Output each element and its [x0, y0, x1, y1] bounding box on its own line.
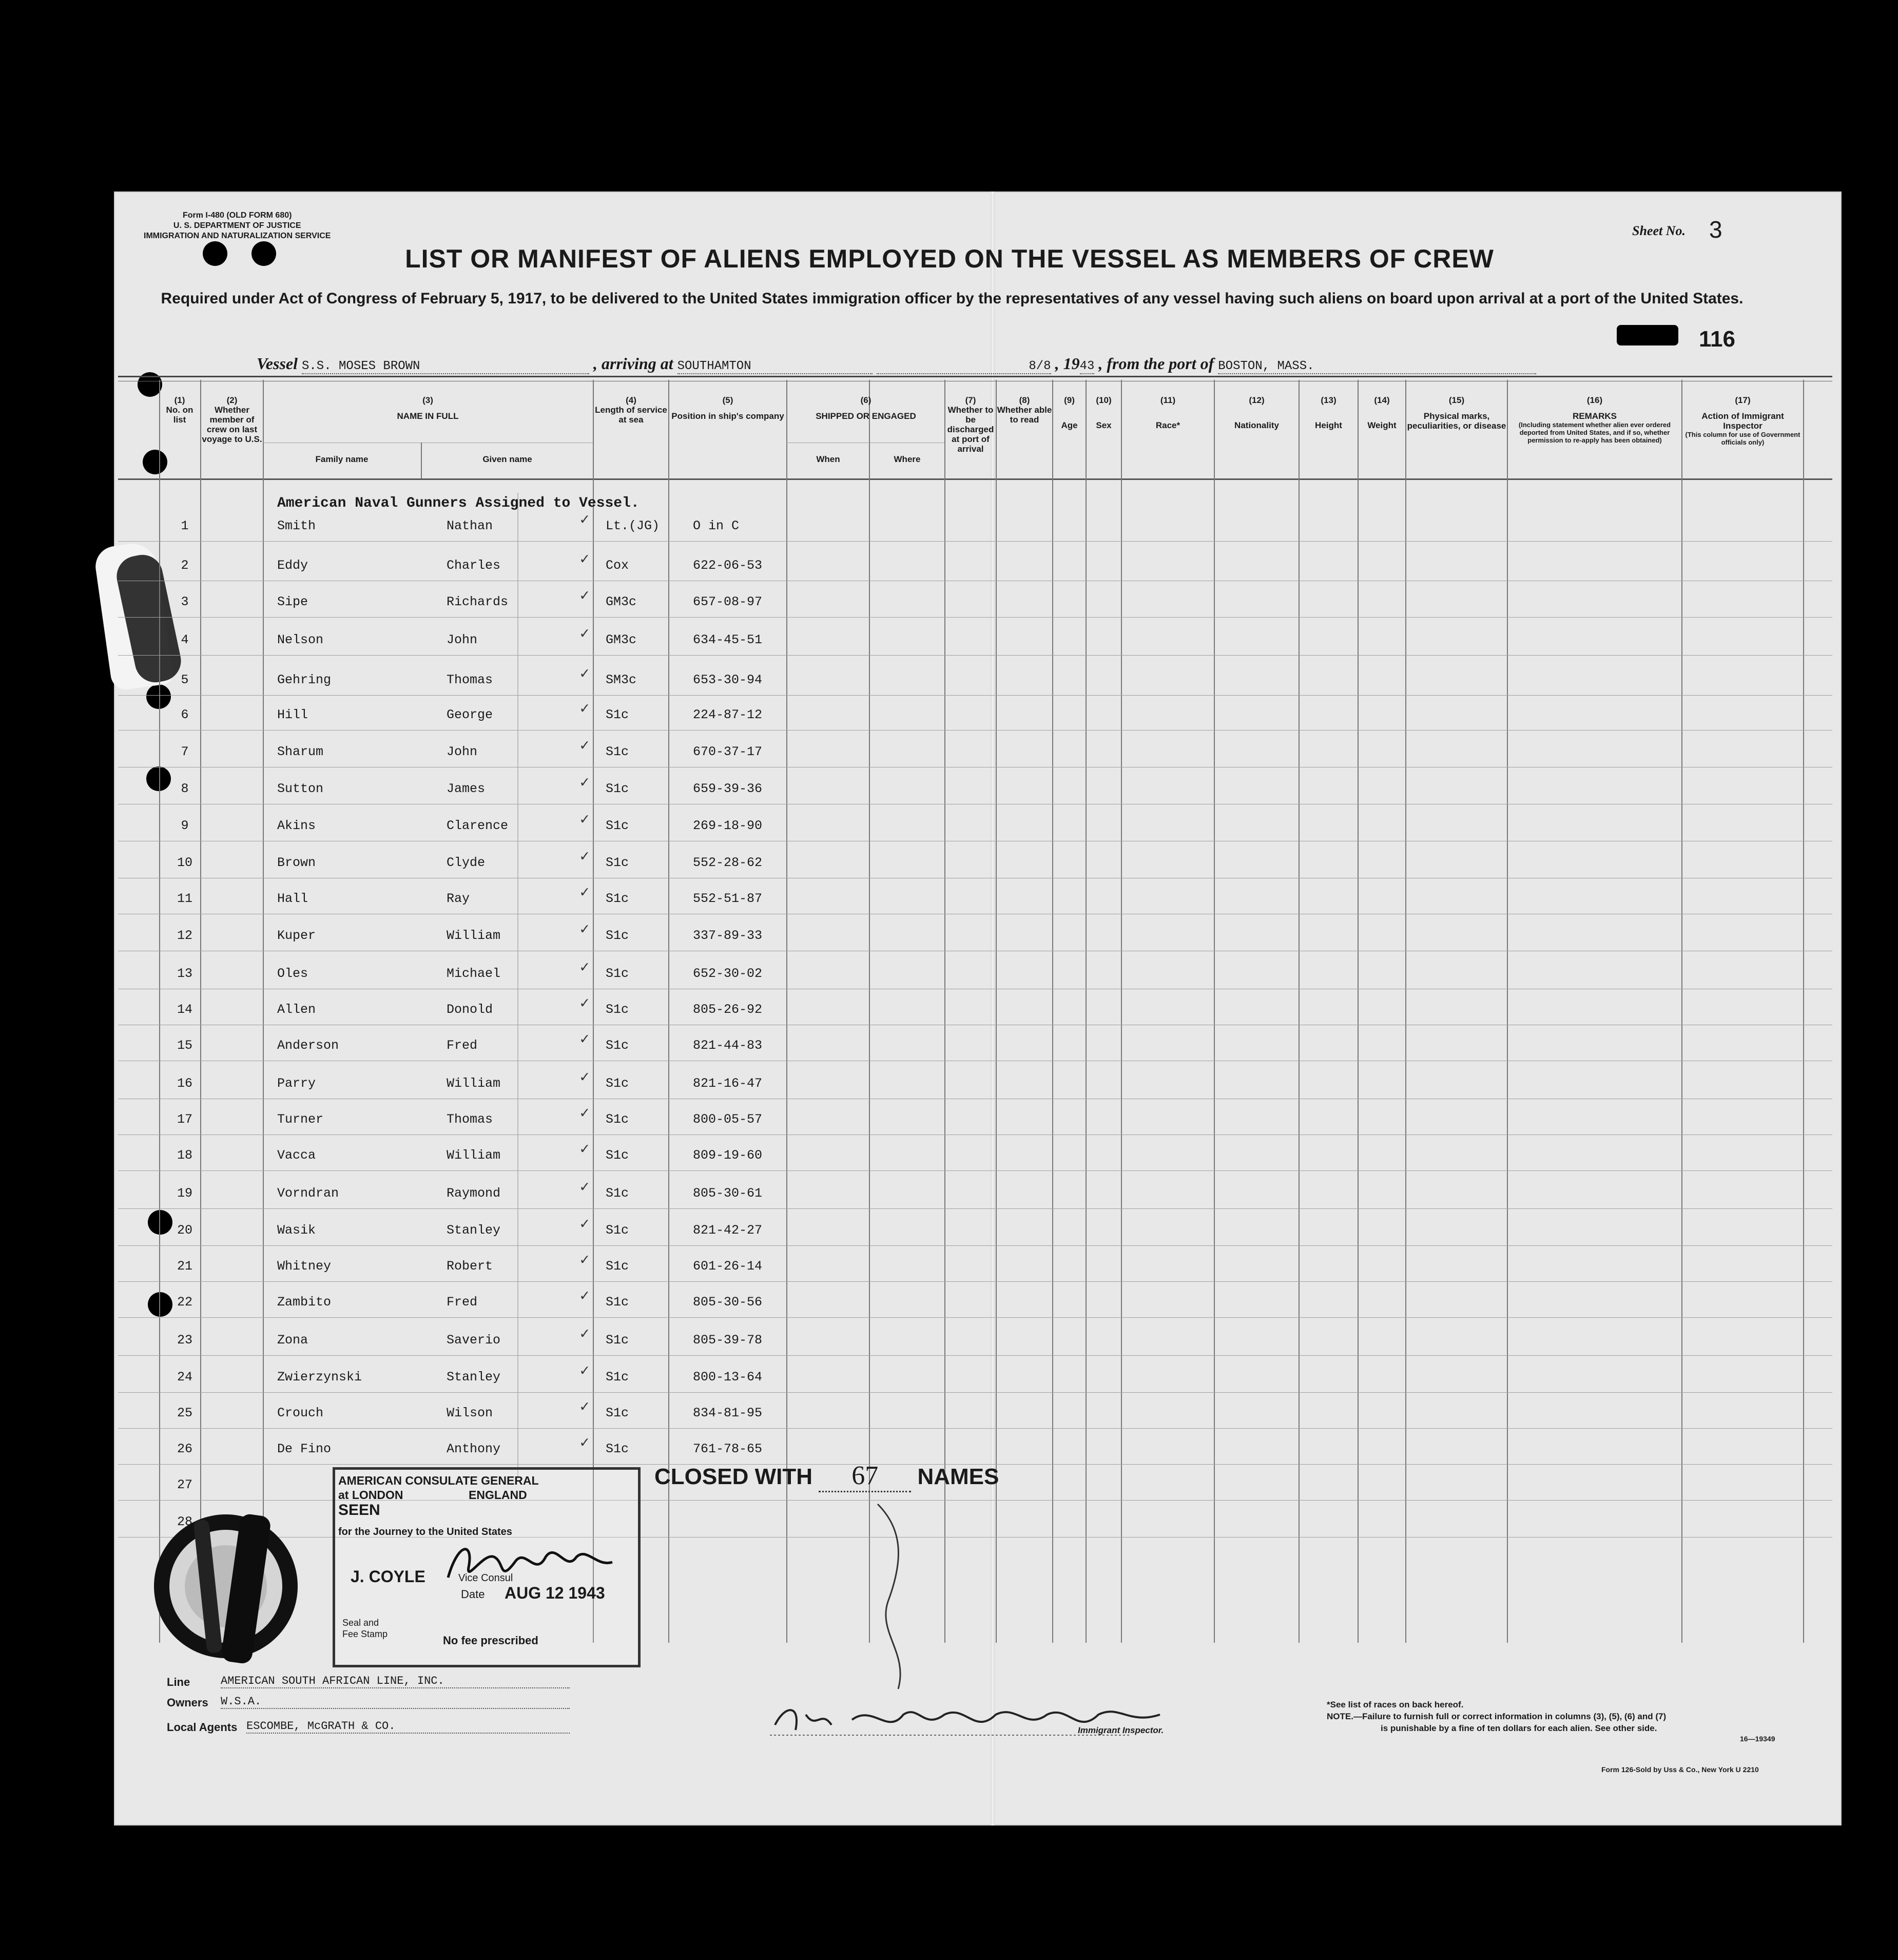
family-name: Smith — [277, 518, 316, 533]
rank: S1c — [606, 1002, 629, 1017]
sheet-number: 3 — [1709, 216, 1722, 243]
service-number: 622-06-53 — [693, 558, 763, 573]
punch-hole — [251, 241, 276, 266]
header-nationality: (12) Nationality — [1234, 395, 1279, 430]
check-mark: ✓ — [580, 959, 590, 977]
arrival-date: 8/8 — [877, 359, 1051, 374]
service-number: 670-37-17 — [693, 744, 763, 759]
row-rule — [118, 1392, 1832, 1393]
row-rule — [118, 655, 1832, 656]
row-number: 10 — [177, 855, 192, 870]
consul-name: J. COYLE — [351, 1567, 425, 1586]
column-divider — [1214, 380, 1215, 1643]
service-number: 821-42-27 — [693, 1223, 763, 1238]
row-number: 9 — [181, 818, 189, 833]
given-name: Fred — [447, 1295, 478, 1310]
consul-signature — [438, 1531, 633, 1593]
row-number: 24 — [177, 1370, 192, 1385]
vessel-name: S.S. MOSES BROWN — [302, 359, 589, 374]
family-name: Brown — [277, 855, 316, 870]
row-rule — [118, 1170, 1832, 1171]
rank: GM3c — [606, 632, 637, 647]
row-rule — [118, 1317, 1832, 1318]
row-rule — [118, 1281, 1832, 1282]
service-number: O in C — [693, 518, 740, 533]
check-mark: ✓ — [580, 1399, 590, 1416]
check-mark: ✓ — [580, 588, 590, 605]
row-rule — [118, 1208, 1832, 1209]
given-name: John — [447, 744, 478, 759]
check-mark: ✓ — [580, 1069, 590, 1087]
column-divider — [263, 380, 264, 1643]
sheet-label: Sheet No. — [1632, 223, 1686, 238]
row-number: 28 — [177, 1514, 192, 1529]
header-name-in-full: (3) NAME IN FULL — [397, 395, 459, 421]
service-number: 809-19-60 — [693, 1148, 763, 1163]
penalty-note: NOTE.—Failure to furnish full or correct information in columns (3), (5), (6) and (7) — [1327, 1712, 1667, 1721]
rank: S1c — [606, 1406, 629, 1420]
header-position: (5) Position in ship's company — [671, 395, 784, 421]
column-divider — [996, 380, 997, 1643]
column-divider — [159, 380, 160, 1643]
header-weight: (14) Weight — [1367, 395, 1397, 430]
given-name: Donold — [447, 1002, 493, 1017]
service-number: 805-39-78 — [693, 1333, 763, 1348]
service-number: 269-18-90 — [693, 818, 763, 833]
departure-port: BOSTON, MASS. — [1218, 359, 1536, 374]
rank: SM3c — [606, 672, 637, 687]
header-able-to-read: (8) Whether able to read — [997, 395, 1052, 425]
consular-seal — [139, 1509, 359, 1663]
row-number: 26 — [177, 1442, 192, 1456]
given-name: George — [447, 707, 493, 722]
row-number: 27 — [177, 1477, 192, 1492]
rank: S1c — [606, 744, 629, 759]
family-name: Allen — [277, 1002, 316, 1017]
column-divider — [1299, 380, 1300, 1643]
row-number: 5 — [181, 672, 189, 687]
header-where: Where — [894, 454, 921, 464]
header-age: (9) Age — [1061, 395, 1078, 430]
rank: S1c — [606, 1148, 629, 1163]
rank: Cox — [606, 558, 629, 573]
service-number: 805-30-56 — [693, 1295, 763, 1310]
inspector-label: Immigrant Inspector. — [1078, 1725, 1164, 1735]
row-number: 22 — [177, 1295, 192, 1310]
given-name: William — [447, 1148, 501, 1163]
column-divider — [786, 380, 787, 1643]
family-name: Turner — [277, 1112, 324, 1127]
check-mark: ✓ — [580, 1141, 590, 1159]
check-mark: ✓ — [580, 775, 590, 792]
given-name: Anthony — [447, 1442, 501, 1456]
row-number: 2 — [181, 558, 189, 573]
header-race: (11) Race* — [1155, 395, 1180, 430]
row-number: 3 — [181, 594, 189, 609]
row-number: 18 — [177, 1148, 192, 1163]
row-rule — [118, 695, 1832, 696]
punch-hole — [143, 450, 167, 474]
check-mark: ✓ — [580, 666, 590, 683]
rank: S1c — [606, 1295, 629, 1310]
family-name: Gehring — [277, 672, 332, 687]
check-mark: ✓ — [580, 551, 590, 569]
row-number: 19 — [177, 1186, 192, 1201]
given-name: Clarence — [447, 818, 509, 833]
rank: S1c — [606, 1076, 629, 1091]
header-inspector-action: (17) Action of Immigrant Inspector (This column for use of Government officials only) — [1685, 395, 1800, 446]
given-name: Charles — [447, 558, 501, 573]
header-remarks: (16) REMARKS (Including statement whether alien ever ordered deported from United States, and if so, whether permission to re-apply has been obtained) — [1518, 395, 1671, 444]
rank: S1c — [606, 1112, 629, 1127]
family-name: Sutton — [277, 781, 324, 796]
row-number: 20 — [177, 1223, 192, 1238]
penalty-note-cont: is punishable by a fine of ten dollars for each alien. See other side. — [1381, 1723, 1657, 1733]
rank: S1c — [606, 1038, 629, 1053]
line-value: AMERICAN SOUTH AFRICAN LINE, INC. — [221, 1675, 570, 1688]
given-name: Robert — [447, 1259, 493, 1274]
family-name: De Fino — [277, 1442, 332, 1456]
row-number: 8 — [181, 781, 189, 796]
rank: S1c — [606, 707, 629, 722]
inspector-signature — [770, 1694, 1170, 1751]
row-rule — [118, 1355, 1832, 1356]
form-code: 16—19349 — [1740, 1735, 1775, 1743]
check-mark: ✓ — [580, 626, 590, 643]
row-number: 11 — [177, 891, 192, 906]
row-number: 15 — [177, 1038, 192, 1053]
header-discharged: (7) Whether to be discharged at port of arrival — [947, 395, 994, 454]
redaction-mark — [1617, 325, 1678, 345]
family-name: Vorndran — [277, 1186, 339, 1201]
race-note: *See list of races on back hereof. — [1327, 1700, 1464, 1709]
service-number: 834-81-95 — [693, 1406, 763, 1420]
column-divider — [1086, 380, 1087, 1643]
rank: S1c — [606, 1370, 629, 1385]
row-number: 25 — [177, 1406, 192, 1420]
rank: S1c — [606, 1259, 629, 1274]
owners-value: W.S.A. — [221, 1695, 570, 1709]
header-no-on-list: (1) No. on list — [166, 395, 193, 425]
family-name: Vacca — [277, 1148, 316, 1163]
row-number: 23 — [177, 1333, 192, 1348]
check-mark: ✓ — [580, 1363, 590, 1380]
check-mark: ✓ — [580, 512, 590, 529]
family-name: Zwierzynski — [277, 1370, 362, 1385]
service-number: 821-16-47 — [693, 1076, 763, 1091]
header-given-name: Given name — [482, 454, 532, 464]
given-name: William — [447, 928, 501, 943]
closed-count: 67 — [819, 1461, 911, 1492]
check-mark: ✓ — [580, 812, 590, 829]
header-length-of-service: (4) Length of service at sea — [595, 395, 667, 425]
header-sex: (10) Sex — [1096, 395, 1112, 430]
rank: S1c — [606, 1223, 629, 1238]
punch-hole — [203, 241, 227, 266]
row-number: 12 — [177, 928, 192, 943]
arrival-port: SOUTHAMTON — [677, 359, 873, 374]
given-name: Ray — [447, 891, 470, 906]
agents-label: Local Agents — [167, 1721, 238, 1734]
column-divider — [1507, 380, 1508, 1643]
rank: S1c — [606, 818, 629, 833]
fee-note: No fee prescribed — [443, 1634, 538, 1647]
row-rule — [118, 730, 1832, 731]
family-name: Hall — [277, 891, 308, 906]
header-shipped-engaged: (6) SHIPPED OR ENGAGED — [816, 395, 916, 421]
page-title: LIST OR MANIFEST OF ALIENS EMPLOYED ON THE VESSEL AS MEMBERS OF CREW — [405, 244, 1494, 273]
column-divider — [1121, 380, 1122, 1643]
rank: S1c — [606, 781, 629, 796]
check-mark: ✓ — [580, 1031, 590, 1049]
service-number: 601-26-14 — [693, 1259, 763, 1274]
given-name: Richards — [447, 594, 509, 609]
check-mark: ✓ — [580, 701, 590, 718]
given-name: Stanley — [447, 1223, 501, 1238]
family-name: Sipe — [277, 594, 308, 609]
rank: GM3c — [606, 594, 637, 609]
given-name-divider — [517, 493, 518, 1478]
punch-hole — [148, 1210, 172, 1235]
given-name: William — [447, 1076, 501, 1091]
column-divider — [1358, 380, 1359, 1643]
header-height: (13) Height — [1315, 395, 1342, 430]
row-rule — [118, 1428, 1832, 1429]
family-name: Eddy — [277, 558, 308, 573]
column-divider — [1052, 380, 1053, 1643]
given-name: Clyde — [447, 855, 486, 870]
punch-hole — [148, 1292, 172, 1317]
owners-label: Owners — [167, 1696, 208, 1709]
row-rule — [118, 541, 1832, 542]
closed-bracket-line — [873, 1499, 934, 1694]
service-number: 634-45-51 — [693, 632, 763, 647]
row-number: 21 — [177, 1259, 192, 1274]
rank: S1c — [606, 928, 629, 943]
family-name: Sharum — [277, 744, 324, 759]
family-name: Wasik — [277, 1223, 316, 1238]
family-name: Parry — [277, 1076, 316, 1091]
service-number: 821-44-83 — [693, 1038, 763, 1053]
column-divider — [944, 380, 945, 1643]
check-mark: ✓ — [580, 1179, 590, 1197]
service-number: 805-26-92 — [693, 1002, 763, 1017]
rank: S1c — [606, 966, 629, 981]
family-name: Anderson — [277, 1038, 339, 1053]
row-number: 7 — [181, 744, 189, 759]
stamp-number: 116 — [1699, 326, 1735, 352]
given-name: John — [447, 632, 478, 647]
family-name: Kuper — [277, 928, 316, 943]
arrival-year: 43 — [1079, 359, 1095, 373]
rank: S1c — [606, 855, 629, 870]
service-number: 653-30-94 — [693, 672, 763, 687]
column-divider — [593, 380, 594, 1643]
family-name: Akins — [277, 818, 316, 833]
given-name: Raymond — [447, 1186, 501, 1201]
check-mark: ✓ — [580, 885, 590, 902]
column-divider — [869, 380, 870, 1643]
agents-value: ESCOMBE, McGRATH & CO. — [246, 1720, 570, 1734]
column-divider — [1803, 380, 1804, 1643]
family-name: Hill — [277, 707, 308, 722]
closed-with-line: CLOSED WITH 67 NAMES — [654, 1461, 999, 1492]
given-name: Nathan — [447, 518, 493, 533]
column-divider — [1681, 380, 1682, 1643]
given-name: Thomas — [447, 672, 493, 687]
service-number: 552-51-87 — [693, 891, 763, 906]
row-number: 14 — [177, 1002, 192, 1017]
service-number: 659-39-36 — [693, 781, 763, 796]
given-name: Fred — [447, 1038, 478, 1053]
header-physical-marks: (15) Physical marks, peculiarities, or disease — [1407, 395, 1506, 431]
row-number: 16 — [177, 1076, 192, 1091]
service-number: 761-78-65 — [693, 1442, 763, 1456]
header-family-name: Family name — [315, 454, 369, 464]
given-name: Stanley — [447, 1370, 501, 1385]
check-mark: ✓ — [580, 1326, 590, 1343]
row-number: 13 — [177, 966, 192, 981]
service-number: 337-89-33 — [693, 928, 763, 943]
form-reference: Form I-480 (OLD FORM 680) U. S. DEPARTMENT OF JUSTICE IMMIGRATION AND NATURALIZATION SERVICE — [144, 211, 331, 240]
vessel-line: Vessel S.S. MOSES BROWN , arriving at SOUTHAMTON 8/8 , 1943 , from the port of BOSTON, MASS. — [257, 354, 1536, 374]
family-name: Zona — [277, 1333, 308, 1348]
given-name: Wilson — [447, 1406, 493, 1420]
header-bottom-rule — [118, 478, 1832, 480]
service-number: 800-13-64 — [693, 1370, 763, 1385]
row-rule — [118, 617, 1832, 618]
service-number: 652-30-02 — [693, 966, 763, 981]
rank: S1c — [606, 1333, 629, 1348]
check-mark: ✓ — [580, 1435, 590, 1452]
check-mark: ✓ — [580, 921, 590, 939]
service-number: 552-28-62 — [693, 855, 763, 870]
rank: S1c — [606, 1186, 629, 1201]
family-name: Crouch — [277, 1406, 324, 1420]
row-rule — [118, 1245, 1832, 1246]
check-mark: ✓ — [580, 1288, 590, 1305]
line-label: Line — [167, 1676, 190, 1688]
row-number: 17 — [177, 1112, 192, 1127]
stamp-date: AUG 12 1943 — [505, 1584, 605, 1602]
consulate-stamp: AMERICAN CONSULATE GENERAL at LONDON ENGLAND SEEN for the Journey to the United States J. COYLE Vice Consul Date AUG 12 1943 Seal and Fee Stamp No fee prescribed — [333, 1467, 641, 1667]
row-number: 4 — [181, 632, 189, 647]
rank: S1c — [606, 1442, 629, 1456]
given-name: Thomas — [447, 1112, 493, 1127]
given-name: James — [447, 781, 486, 796]
family-name: Nelson — [277, 632, 324, 647]
table-top-rule — [118, 376, 1832, 377]
family-name: Oles — [277, 966, 308, 981]
check-mark: ✓ — [580, 738, 590, 755]
column-divider — [200, 380, 201, 1643]
service-number: 224-87-12 — [693, 707, 763, 722]
printer-note: Form 126-Sold by Uss & Co., New York U 2210 — [1601, 1765, 1759, 1774]
header-when: When — [816, 454, 840, 464]
column-divider — [1405, 380, 1406, 1643]
service-number: 657-08-97 — [693, 594, 763, 609]
page-subtitle: Required under Act of Congress of February 5, 1917, to be delivered to the United States immigration officer by the representatives of any vessel having such aliens on board upon arrival at a port of the United States. — [161, 290, 1744, 307]
given-name: Michael — [447, 966, 501, 981]
check-mark: ✓ — [580, 849, 590, 866]
row-number: 1 — [181, 518, 189, 533]
header-member-of-crew: (2) Whether member of crew on last voyage to U.S. — [202, 395, 262, 444]
column-divider — [668, 380, 669, 1643]
service-number: 805-30-61 — [693, 1186, 763, 1201]
family-name: Whitney — [277, 1259, 332, 1274]
punch-hole — [146, 684, 171, 709]
rank: S1c — [606, 891, 629, 906]
family-name: Zambito — [277, 1295, 332, 1310]
check-mark: ✓ — [580, 995, 590, 1013]
check-mark: ✓ — [580, 1216, 590, 1234]
rank: Lt.(JG) — [606, 518, 660, 533]
service-number: 800-05-57 — [693, 1112, 763, 1127]
check-mark: ✓ — [580, 1105, 590, 1123]
punch-hole — [146, 766, 171, 791]
row-number: 6 — [181, 707, 189, 722]
check-mark: ✓ — [580, 1252, 590, 1270]
section-heading: American Naval Gunners Assigned to Vessel. — [277, 495, 640, 511]
given-name: Saverio — [447, 1333, 501, 1348]
